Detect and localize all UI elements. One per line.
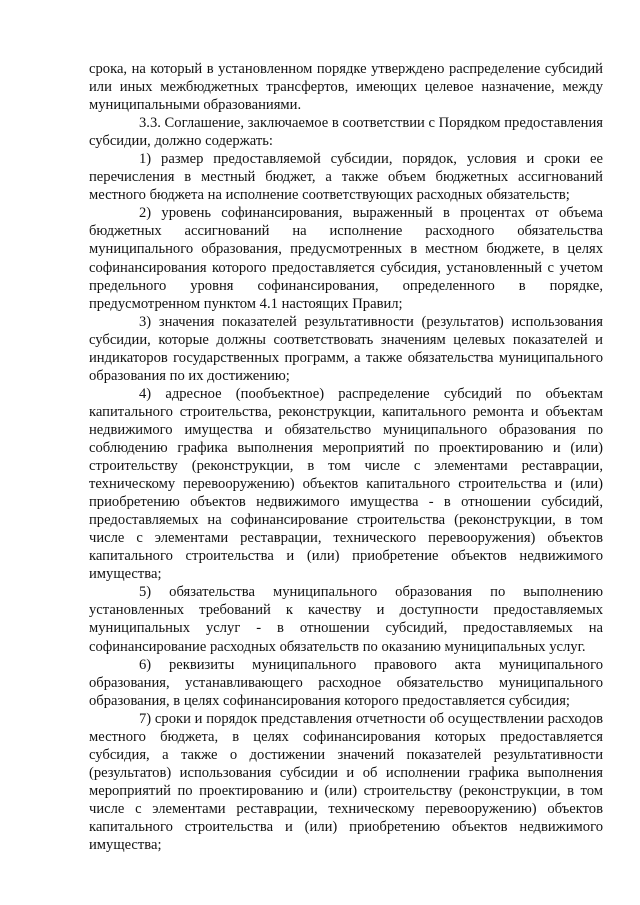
paragraph-3-3: 3.3. Соглашение, заключаемое в соответствии с Порядком предоставления субсидии, должно содержать: [89,115,603,150]
paragraph-item-1: 1) размер предоставляемой субсидии, порядок, условия и сроки ее перечисления в местный бюджет, а также объем бюджетных ассигнований местного бюджета на исполнение соответствующих расходных обязательств; [89,151,603,204]
document-body [89,60,603,854]
paragraph-item-6: 6) реквизиты муниципального правового акта муниципального образования, устанавливающего расходное обязательство муниципального образования, в целях софинансирования которого предоставляется субсидия; [89,656,603,709]
paragraph-item-2: 2) уровень софинансирования, выраженный в процентах от объема бюджетных ассигнований на исполнение расходного обязательства муниципального образования, предусмотренных в местном бюджете, в целях софинансирования которого предоставляется субсидия, установленный с учетом предельного уровня софинансирования, определенного в порядке, предусмотренном пунктом 4.1 настоящих Правил; [89,205,603,312]
paragraph-item-3: 3) значения показателей результативности (результатов) использования субсидии, которые должны соответствовать значениям целевых показателей и индикаторов государственных программ, а также обязательства муниципального образования по их достижению; [89,313,603,384]
paragraph-item-7: 7) сроки и порядок представления отчетности об осуществлении расходов местного бюджета, в целях софинансирования которых предоставляется субсидия, а также о достижении значений показателей результативности (результатов) использования субсидии и об исполнении графика выполнения мероприятий по проектированию и (или) строительству (реконструкции, в том числе с элементами реставрации, техническому перевооружению) объектов капитального строительства и (или) приобретению объектов недвижимого имущества; [89,710,603,854]
paragraph-item-5: 5) обязательства муниципального образования по выполнению установленных требований к качеству и доступности предоставляемых муниципальных услуг - в отношении субсидий, предоставляемых на софинансирование расходных обязательств по оказанию муниципальных услуг. [89,584,603,655]
paragraph-continuation: срока, на который в установленном порядке утверждено распределение субсидий или иных межбюджетных трансфертов, имеющих целевое назначение, между муниципальными образованиями. [89,61,603,114]
paragraph-item-4: 4) адресное (пообъектное) распределение субсидий по объектам капитального строительства, реконструкции, капитального ремонта и объектам недвижимого имущества и обязательство муниципального образования по соблюдению графика выполнения мероприятий по проектированию и (или) строительству (реконструкции, в том числе с элементами реставрации, техническому перевооружению) объектов капитального строительства и (или) приобретению объектов недвижимого имущества - в отношении субсидий, предоставляемых на софинансирование строительства (реконструкции, в том числе с элементами реставрации, технического перевооружения) объектов капитального строительства и (или) приобретение объектов недвижимого имущества; [89,385,603,583]
